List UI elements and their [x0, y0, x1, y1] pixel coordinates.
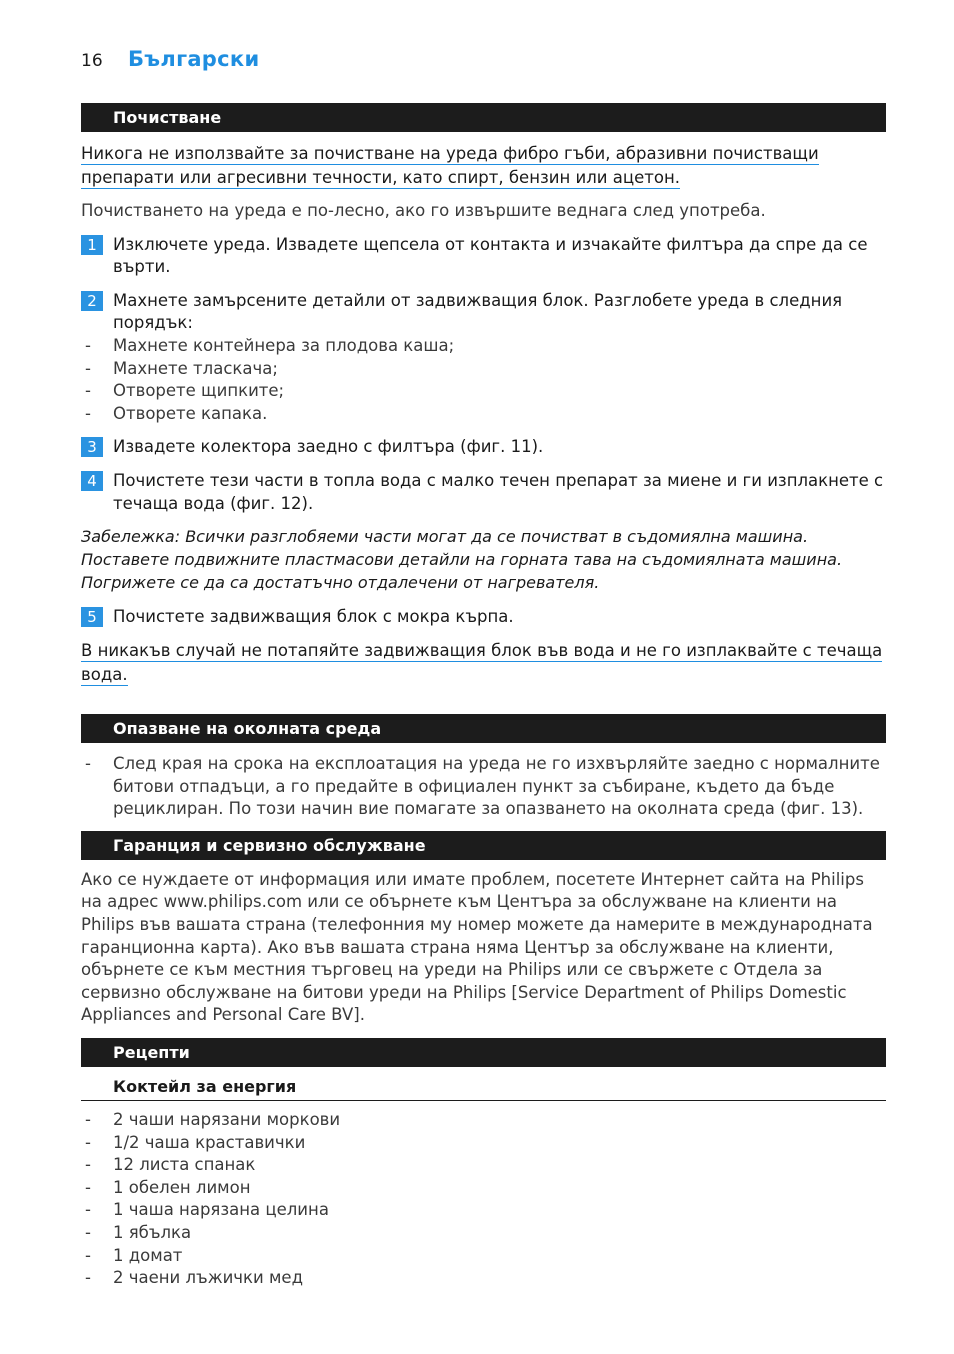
list-item: - Махнете тласкача; [81, 358, 886, 381]
section-heading-recipes: Рецепти [81, 1038, 886, 1067]
list-item: - 1 ябълка [81, 1222, 886, 1245]
step-number-badge: 5 [81, 607, 103, 627]
cleaning-warning [81, 142, 886, 189]
ingredient-list [81, 1109, 886, 1290]
list-item: - 2 чаши нарязани моркови [81, 1109, 886, 1132]
list-item: - 1 обелен лимон [81, 1177, 886, 1200]
list-item: - 1 домат [81, 1245, 886, 1268]
step-text: Почистете задвижващия блок с мокра кърпа. [113, 606, 514, 626]
recipe-title: Коктейл за енергия [81, 1073, 886, 1101]
cleaning-note [81, 526, 886, 594]
step-text: Махнете замърсените детайли от задвижващия блок. Разглобете уреда в следния порядък: [113, 290, 843, 333]
step-text: Почистете тези части в топла вода с малко течен препарат за миене и ги изплакнете с течаща вода (фиг. 12). [113, 470, 884, 513]
list-item: - 2 чаени лъжички мед [81, 1267, 886, 1290]
list-item: - Отворете щипките; [81, 380, 886, 403]
list-item: - Махнете контейнера за плодова каша; [81, 335, 886, 358]
step-2 [81, 290, 886, 335]
section-heading-cleaning: Почистване [81, 103, 886, 132]
step-text: Извадете колектора заедно с филтъра (фиг. 11). [113, 437, 544, 457]
step-5 [81, 606, 886, 629]
motor-unit-warning [81, 639, 886, 686]
note-line: Забележка: Всички разглобяеми части могат да се почистват в съдомиялна машина. [81, 527, 809, 547]
step-3 [81, 436, 886, 459]
step-text: Изключете уреда. Извадете щепсела от контакта и изчакайте филтъра да спре да се върти. [113, 234, 868, 277]
page-number: 16 [81, 51, 103, 71]
step-number-badge: 3 [81, 437, 103, 457]
note-line: Погрижете се да са достатъчно отдалечени от нагревателя. [81, 572, 600, 592]
step-4 [81, 470, 886, 515]
step-number-badge: 2 [81, 291, 103, 311]
step-number-badge: 1 [81, 235, 103, 255]
list-item: - 12 листа спанак [81, 1154, 886, 1177]
section-heading-environment: Опазване на околната среда [81, 714, 886, 743]
list-item: - 1 чаша нарязана целина [81, 1199, 886, 1222]
environment-item: - След края на срока на експлоатация на уреда не го изхвърляйте заедно с нормалните битови отпадъци, а го предайте в официален пункт за събиране, където да бъде рециклиран. По този начин вие помагате за опазването на околната среда (фиг. 13). [81, 753, 886, 821]
guarantee-text: Ако се нуждаете от информация или имате проблем, посетете Интернет сайта на Philips на адрес www.philips.com или се обърнете към Центъра за обслужване на клиенти на Philips във вашата страна (телефонния му номер можете да намерите в международната гаранционна карта). Ако във вашата страна няма Център за обслужване на клиенти, обърнете се към местния търговец на уреди на Philips или се свържете с Отдела за сервизно обслужване на битови уреди на Philips [Service Department of Philips Domestic Appliances and Personal Care BV]. [81, 869, 873, 1025]
language-title: Български [128, 47, 260, 71]
warning-line-2: вода. [81, 664, 128, 684]
step-1 [81, 234, 886, 279]
cleaning-intro: Почистването на уреда е по-лесно, ако го извършите веднага след употреба. [81, 201, 766, 220]
warning-line-2: препарати или агресивни течности, като спирт, бензин или ацетон. [81, 167, 680, 187]
list-item: - Отворете капака. [81, 403, 886, 426]
list-item: - 1/2 чаша краставички [81, 1132, 886, 1155]
page-content [81, 103, 886, 1290]
page-header [81, 47, 259, 75]
section-heading-guarantee: Гаранция и сервизно обслужване [81, 831, 886, 860]
step-number-badge: 4 [81, 471, 103, 491]
warning-line-1: В никакъв случай не потапяйте задвижващия блок във вода и не го изплаквайте с течаща [81, 641, 883, 661]
note-line: Поставете подвижните пластмасови детайли на горната тава на съдомиялната машина. [81, 549, 843, 569]
step-2-list [81, 335, 886, 425]
warning-line-1: Никога не използвайте за почистване на уреда фибро гъби, абразивни почистващи [81, 144, 819, 163]
